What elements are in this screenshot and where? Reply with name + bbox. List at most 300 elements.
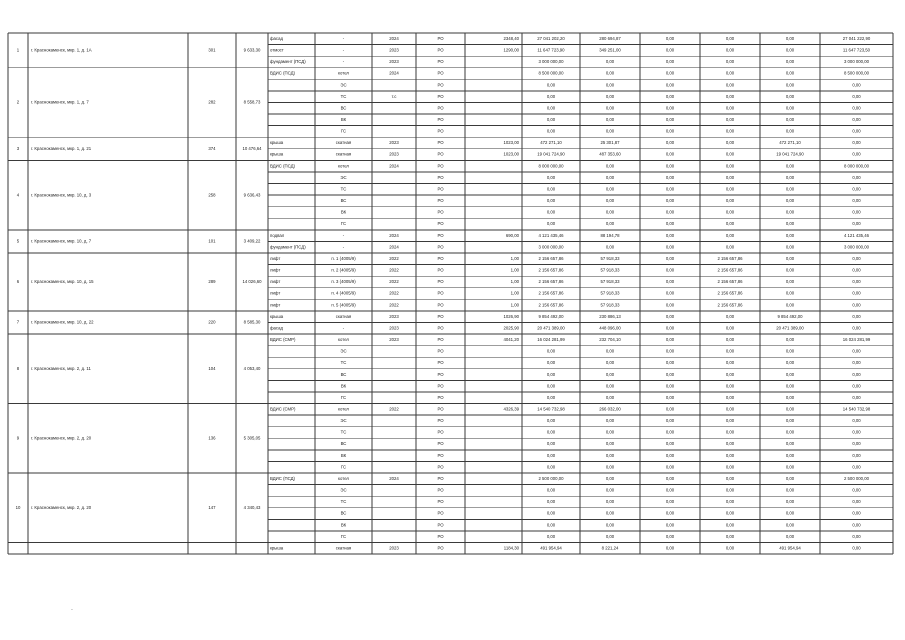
work-share-1: 0,00 — [665, 105, 675, 111]
work-share-3: 0,00 — [785, 186, 795, 192]
work-share-4: 0,00 — [852, 140, 861, 146]
work-share-4: 0,00 — [852, 510, 861, 516]
work-share-2: 0,00 — [725, 394, 735, 400]
work-year: 2024 — [389, 35, 399, 41]
work-cost: 0,00 — [546, 360, 556, 366]
house-floors: 258 — [208, 192, 216, 198]
work-doc: РО — [437, 302, 444, 308]
house-address: г. Краснокаменск, мкр. 2, д. 20 — [31, 504, 92, 510]
work-type: фасад — [270, 325, 283, 331]
work-share-3: 0,00 — [785, 499, 795, 505]
work-element: ТС — [340, 360, 347, 366]
work-share-4: 0,00 — [852, 93, 861, 99]
work-fund: 0,00 — [605, 499, 615, 505]
work-doc: РО — [437, 522, 444, 528]
work-year: 2024 — [389, 232, 399, 238]
work-share-4: 0,00 — [852, 198, 861, 204]
house-area: 3 409,22 — [243, 238, 261, 244]
work-doc: РО — [437, 533, 444, 539]
house-floors: 101 — [208, 238, 216, 244]
work-cost: 0,00 — [546, 383, 556, 389]
work-share-2: 0,00 — [725, 313, 735, 319]
work-fund: 0,00 — [605, 487, 615, 493]
work-year: 2022 — [389, 290, 399, 296]
work-element: п. 5 (4005/9) — [331, 302, 356, 308]
house-area: 8 558,73 — [243, 99, 261, 105]
work-doc: РО — [437, 163, 444, 169]
work-share-3: 0,00 — [785, 35, 795, 41]
work-share-3: 0,00 — [785, 174, 795, 180]
work-share-3: 0,00 — [785, 464, 795, 470]
work-share-3: 0,00 — [785, 360, 795, 366]
work-volume: 1184,30 — [503, 545, 519, 551]
work-fund: 57 918,33 — [600, 279, 620, 285]
work-share-4: 11 647 723,50 — [842, 47, 871, 53]
work-element: ВС — [340, 371, 347, 377]
work-share-2: 0,00 — [725, 128, 735, 134]
work-share-3: 0,00 — [785, 533, 795, 539]
work-share-1: 0,00 — [665, 406, 675, 412]
work-fund: 0,00 — [605, 371, 615, 377]
work-cost: 0,00 — [546, 198, 556, 204]
work-element: котел — [338, 70, 349, 76]
work-volume: 2025,90 — [503, 325, 519, 331]
work-fund: 0,00 — [605, 533, 615, 539]
work-doc: РО — [437, 93, 444, 99]
work-share-1: 0,00 — [665, 35, 675, 41]
work-share-4: 4 121 435,46 — [843, 232, 870, 238]
work-share-2: 0,00 — [725, 360, 735, 366]
work-doc: РО — [437, 82, 444, 88]
work-share-3: 0,00 — [785, 406, 795, 412]
work-volume: 4326,39 — [503, 406, 519, 412]
work-share-4: 0,00 — [852, 394, 861, 400]
work-element: - — [342, 35, 345, 41]
work-share-4: 2 500 000,00 — [843, 475, 870, 481]
work-element: скатная — [335, 151, 352, 157]
work-type: ВДИС (ПСД) — [270, 163, 295, 169]
work-cost: 0,00 — [546, 429, 556, 435]
house-address: г. Краснокаменск, мкр. 10, д. 22 — [31, 319, 94, 325]
work-share-2: 0,00 — [725, 35, 735, 41]
work-share-3: 0,00 — [785, 198, 795, 204]
work-share-1: 0,00 — [665, 394, 675, 400]
work-cost: 20 471 389,00 — [537, 325, 565, 331]
work-share-3: 0,00 — [785, 279, 795, 285]
work-cost: 2 156 657,86 — [538, 302, 564, 308]
house-address: г. Краснокаменск, мкр. 10, д. 7 — [31, 238, 92, 244]
work-fund: 0,00 — [605, 93, 615, 99]
work-share-3: 0,00 — [785, 429, 795, 435]
work-share-2: 0,00 — [725, 186, 735, 192]
work-year: 2024 — [389, 244, 399, 250]
work-year: т.с — [391, 93, 397, 99]
work-share-1: 0,00 — [665, 186, 675, 192]
work-doc: РО — [437, 174, 444, 180]
house-number: 4 — [16, 192, 20, 198]
work-cost: 0,00 — [546, 93, 556, 99]
work-share-2: 0,00 — [725, 533, 735, 539]
work-type: лифт — [270, 290, 281, 296]
work-share-3: 0,00 — [785, 337, 795, 343]
work-share-3: 0,00 — [785, 128, 795, 134]
work-share-2: 0,00 — [725, 140, 735, 146]
work-cost: 0,00 — [546, 82, 556, 88]
work-doc: РО — [437, 510, 444, 516]
work-fund: 57 918,33 — [600, 302, 620, 308]
work-fund: 0,00 — [605, 441, 615, 447]
work-doc: РО — [437, 313, 444, 319]
work-share-2: 0,00 — [725, 163, 735, 169]
work-fund: 0,00 — [605, 475, 615, 481]
work-share-4: 0,00 — [852, 441, 861, 447]
work-share-1: 0,00 — [665, 510, 675, 516]
work-element: - — [342, 47, 345, 53]
work-doc: РО — [437, 475, 444, 481]
work-share-1: 0,00 — [665, 163, 675, 169]
work-cost: 0,00 — [546, 487, 556, 493]
work-share-3: 0,00 — [785, 487, 795, 493]
house-number: 9 — [16, 435, 20, 441]
work-type: фасад — [270, 35, 283, 41]
work-element: ВК — [340, 209, 347, 215]
work-share-4: 0,00 — [852, 255, 861, 261]
work-share-3: 0,00 — [785, 244, 795, 250]
house-floors: 301 — [208, 47, 216, 53]
work-share-2: 0,00 — [725, 499, 735, 505]
work-fund: 487 353,60 — [599, 151, 621, 157]
work-share-1: 0,00 — [665, 545, 675, 551]
work-share-4: 3 000 000,00 — [843, 244, 870, 250]
work-share-2: 2 156 657,86 — [717, 255, 743, 261]
work-share-3: 0,00 — [785, 105, 795, 111]
work-share-2: 0,00 — [725, 105, 735, 111]
work-cost: 14 540 732,98 — [537, 406, 565, 412]
work-fund: 0,00 — [605, 510, 615, 516]
work-type: лифт — [270, 255, 281, 261]
work-element: - — [342, 244, 345, 250]
work-fund: 57 918,33 — [600, 267, 620, 273]
work-share-3: 0,00 — [785, 267, 795, 273]
work-element: ВК — [340, 116, 347, 122]
work-fund: 0,00 — [605, 128, 615, 134]
house-number: 10 — [15, 504, 21, 510]
work-share-2: 2 156 657,86 — [717, 279, 743, 285]
work-share-3: 0,00 — [785, 209, 795, 215]
house-area: 8 585,30 — [243, 319, 261, 325]
work-year: 2024 — [389, 70, 399, 76]
house-area: 10 476,64 — [242, 145, 262, 151]
work-doc: РО — [437, 406, 444, 412]
work-year: 2022 — [389, 279, 399, 285]
work-share-1: 0,00 — [665, 441, 675, 447]
work-share-3: 0,00 — [785, 302, 795, 308]
work-cost: 0,00 — [546, 221, 556, 227]
work-cost: 27 041 202,20 — [537, 35, 565, 41]
work-type: лифт — [270, 267, 281, 273]
work-volume: 1,00 — [510, 279, 519, 285]
work-fund: 57 918,33 — [600, 290, 620, 296]
work-share-3: 0,00 — [785, 383, 795, 389]
work-share-4: 0,00 — [852, 151, 861, 157]
work-share-2: 2 156 657,86 — [717, 267, 743, 273]
work-year: 2023 — [389, 47, 399, 53]
work-element: котел — [338, 163, 349, 169]
work-share-3: 0,00 — [785, 93, 795, 99]
work-cost: 2 156 657,86 — [538, 255, 564, 261]
work-type: крыша — [270, 313, 284, 319]
work-share-4: 0,00 — [852, 174, 861, 180]
work-share-3: 19 041 724,90 — [776, 151, 804, 157]
work-share-4: 14 540 732,98 — [842, 406, 871, 412]
work-share-2: 0,00 — [725, 209, 735, 215]
work-share-2: 0,00 — [725, 545, 735, 551]
work-share-3: 0,00 — [785, 59, 795, 65]
work-element: ВК — [340, 522, 347, 528]
work-share-3: 0,00 — [785, 163, 795, 169]
work-share-4: 0,00 — [852, 360, 861, 366]
work-share-1: 0,00 — [665, 128, 675, 134]
work-fund: 0,00 — [605, 394, 615, 400]
work-share-4: 0,00 — [852, 128, 861, 134]
work-element: ВК — [340, 452, 347, 458]
work-share-2: 0,00 — [725, 174, 735, 180]
work-share-1: 0,00 — [665, 313, 675, 319]
work-fund: 0,00 — [605, 186, 615, 192]
work-share-1: 0,00 — [665, 244, 675, 250]
work-share-3: 491 954,94 — [779, 545, 801, 551]
work-cost: 0,00 — [546, 510, 556, 516]
work-doc: РО — [437, 244, 444, 250]
work-fund: 0,00 — [605, 209, 615, 215]
work-element: ЭС — [340, 418, 347, 424]
work-volume: 1026,90 — [503, 313, 519, 319]
work-share-1: 0,00 — [665, 475, 675, 481]
work-cost: 0,00 — [546, 418, 556, 424]
work-share-2: 0,00 — [725, 116, 735, 122]
work-share-2: 0,00 — [725, 441, 735, 447]
work-share-2: 2 156 657,86 — [717, 290, 743, 296]
house-number: 3 — [16, 145, 20, 151]
work-element: ЭС — [340, 348, 347, 354]
work-element: скатная — [335, 140, 352, 146]
work-cost: 8 500 000,00 — [538, 70, 564, 76]
work-element: котел — [338, 406, 349, 412]
work-share-4: 0,00 — [852, 464, 861, 470]
work-share-4: 0,00 — [852, 267, 861, 273]
work-share-2: 0,00 — [725, 487, 735, 493]
work-year: 2024 — [389, 163, 399, 169]
work-share-4: 0,00 — [852, 499, 861, 505]
house-number: 6 — [16, 279, 20, 285]
work-share-2: 0,00 — [725, 59, 735, 65]
work-share-2: 0,00 — [725, 93, 735, 99]
work-element: п. 3 (4005/9) — [331, 279, 356, 285]
work-element: ЭС — [340, 82, 347, 88]
work-share-3: 9 854 492,00 — [777, 313, 803, 319]
work-share-2: 0,00 — [725, 522, 735, 528]
footer-mark: - — [71, 607, 73, 613]
house-area: 14 026,60 — [242, 279, 262, 285]
work-element: п. 4 (4005/9) — [331, 290, 356, 296]
work-fund: 0,00 — [605, 105, 615, 111]
work-doc: РО — [437, 140, 444, 146]
work-share-2: 2 156 657,86 — [717, 302, 743, 308]
work-doc: РО — [437, 232, 444, 238]
work-share-2: 0,00 — [725, 429, 735, 435]
work-share-4: 0,00 — [852, 487, 861, 493]
house-number: 2 — [16, 99, 20, 105]
work-share-2: 0,00 — [725, 198, 735, 204]
work-element: ГС — [340, 533, 347, 539]
work-cost: 0,00 — [546, 441, 556, 447]
house-address: г. Краснокаменск, мкр. 10, д. 15 — [31, 279, 94, 285]
work-doc: РО — [437, 325, 444, 331]
house-floors: 104 — [208, 365, 216, 371]
work-element: п. 1 (4005/9) — [331, 255, 356, 261]
work-doc: РО — [437, 35, 444, 41]
work-share-1: 0,00 — [665, 429, 675, 435]
work-doc: РО — [437, 360, 444, 366]
work-element: ГС — [340, 394, 347, 400]
work-fund: 25 301,87 — [600, 140, 620, 146]
work-doc: РО — [437, 279, 444, 285]
work-element: скатная — [335, 545, 352, 551]
work-share-3: 0,00 — [785, 452, 795, 458]
house-address: г. Краснокаменск, мкр. 10, д. 3 — [31, 192, 92, 198]
work-share-3: 0,00 — [785, 418, 795, 424]
work-cost: 2 156 657,86 — [538, 279, 564, 285]
house-area: 4 340,43 — [243, 504, 261, 510]
work-fund: 0,00 — [605, 163, 615, 169]
work-doc: РО — [437, 337, 444, 343]
work-share-1: 0,00 — [665, 279, 675, 285]
work-type: фундамент (ПСД) — [270, 244, 306, 250]
work-doc: РО — [437, 371, 444, 377]
work-element: ГС — [340, 464, 347, 470]
work-cost: 0,00 — [546, 116, 556, 122]
work-share-4: 0,00 — [852, 313, 861, 319]
work-cost: 16 024 281,99 — [537, 337, 565, 343]
work-share-4: 0,00 — [852, 279, 861, 285]
work-type: лифт — [270, 302, 281, 308]
work-element: п. 2 (4005/9) — [331, 267, 356, 273]
work-share-2: 0,00 — [725, 70, 735, 76]
work-doc: РО — [437, 394, 444, 400]
work-share-4: 0,00 — [852, 533, 861, 539]
work-element: котел — [338, 337, 349, 343]
work-share-4: 0,00 — [852, 186, 861, 192]
work-share-2: 0,00 — [725, 510, 735, 516]
work-year: 2023 — [389, 151, 399, 157]
work-share-2: 0,00 — [725, 232, 735, 238]
house-address: г. Краснокаменск, мкр. 2, д. 20 — [31, 435, 92, 441]
work-element: ВС — [340, 105, 347, 111]
work-share-1: 0,00 — [665, 533, 675, 539]
work-share-1: 0,00 — [665, 255, 675, 261]
house-floors: 374 — [208, 145, 216, 151]
work-fund: 0,00 — [605, 383, 615, 389]
work-doc: РО — [437, 59, 444, 65]
house-floors: 136 — [208, 435, 216, 441]
work-fund: 0,00 — [605, 116, 615, 122]
work-share-1: 0,00 — [665, 487, 675, 493]
work-cost: 0,00 — [546, 105, 556, 111]
work-year: 2022 — [389, 302, 399, 308]
work-element: ГС — [340, 221, 347, 227]
work-share-2: 0,00 — [725, 337, 735, 343]
work-share-2: 0,00 — [725, 221, 735, 227]
work-element: ВК — [340, 383, 347, 389]
work-volume: 1,00 — [510, 267, 519, 273]
work-share-2: 0,00 — [725, 244, 735, 250]
work-doc: РО — [437, 429, 444, 435]
work-element: скатная — [335, 313, 352, 319]
work-share-1: 0,00 — [665, 59, 675, 65]
work-element: - — [342, 59, 345, 65]
work-share-2: 0,00 — [725, 406, 735, 412]
work-share-1: 0,00 — [665, 151, 675, 157]
work-fund: 0,00 — [605, 59, 615, 65]
work-element: ВС — [340, 198, 347, 204]
work-cost: 0,00 — [546, 371, 556, 377]
work-share-1: 0,00 — [665, 290, 675, 296]
work-type: ВДИС (ПСД) — [270, 475, 295, 481]
work-fund: 0,00 — [605, 348, 615, 354]
work-element: ТС — [340, 499, 347, 505]
work-share-3: 0,00 — [785, 255, 795, 261]
house-floors: 282 — [208, 99, 216, 105]
work-doc: РО — [437, 383, 444, 389]
work-share-1: 0,00 — [665, 209, 675, 215]
work-fund: 0,00 — [605, 221, 615, 227]
work-fund: 0,00 — [605, 244, 615, 250]
work-share-3: 0,00 — [785, 510, 795, 516]
work-share-4: 0,00 — [852, 418, 861, 424]
work-element: ЭС — [340, 174, 347, 180]
work-fund: 349 251,00 — [599, 47, 621, 53]
work-doc: РО — [437, 105, 444, 111]
house-number: 8 — [16, 365, 20, 371]
house-number: 1 — [16, 47, 20, 53]
work-volume: 2348,40 — [503, 35, 519, 41]
work-cost: 2 156 657,86 — [538, 267, 564, 273]
work-doc: РО — [437, 70, 444, 76]
work-type: крыша — [270, 140, 284, 146]
work-fund: 0,00 — [605, 198, 615, 204]
work-fund: 230 886,13 — [599, 313, 621, 319]
work-share-2: 0,00 — [725, 452, 735, 458]
work-type: крыша — [270, 545, 284, 551]
work-share-2: 0,00 — [725, 475, 735, 481]
work-share-2: 0,00 — [725, 371, 735, 377]
work-share-4: 0,00 — [852, 290, 861, 296]
work-volume: 1023,00 — [503, 140, 519, 146]
work-volume: 4041,20 — [503, 337, 519, 343]
house-address: г. Краснокаменск, мкр. 1, д. 1А — [31, 47, 92, 53]
work-fund: 0,00 — [605, 418, 615, 424]
work-cost: 0,00 — [546, 464, 556, 470]
work-doc: РО — [437, 116, 444, 122]
work-share-2: 0,00 — [725, 151, 735, 157]
work-doc: РО — [437, 348, 444, 354]
work-fund: 57 918,33 — [600, 255, 620, 261]
work-share-2: 0,00 — [725, 464, 735, 470]
work-doc: РО — [437, 499, 444, 505]
house-area: 9 633,30 — [243, 47, 261, 53]
work-share-1: 0,00 — [665, 383, 675, 389]
work-share-4: 0,00 — [852, 348, 861, 354]
